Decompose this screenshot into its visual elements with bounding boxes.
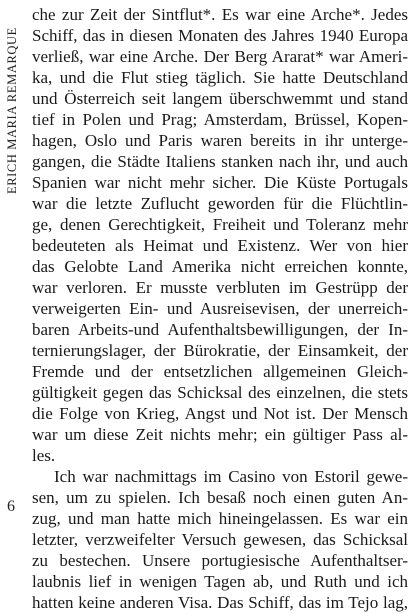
text-line: bedeuteten als Heimat und Existenz. Wer von hier (32, 236, 408, 255)
text-line: verließ, war eine Arche. Der Berg Ararat* war Ameri- (32, 47, 408, 66)
text-line: Ich war nachmittags im Casino von Estoril gewe- (54, 467, 408, 486)
text-line: letzter, verzweifelter Versuch gewesen, das Schicksal (32, 530, 408, 549)
text-line: les. (32, 446, 56, 465)
text-line: che zur Zeit der Sintflut*. Es war eine Arche*. Jedes (32, 5, 408, 24)
text-line: Schiff, das in diesen Monaten des Jahres 1940 Europa (32, 26, 408, 45)
text-line: hagen, Oslo und Paris waren bereits in ihr unterge- (32, 131, 408, 150)
text-line: zu bestechen. Unsere portugiesische Aufenthaltser- (32, 551, 408, 570)
text-line: ge, denen Gerechtigkeit, Freiheit und Toleranz mehr (32, 215, 408, 234)
text-line: und Österreich seit langem überschwemmt und stand (32, 89, 408, 108)
text-line: verweigerten Ein- und Ausreisevisen, der unerreich- (32, 299, 408, 318)
text-line: sen, um zu spielen. Ich besaß noch einen guten An- (32, 488, 408, 507)
text-line: Fremde und der entsetzlichen allgemeinen Gleich- (32, 362, 408, 381)
running-head-author: ERICH MARIA REMARQUE (5, 27, 19, 194)
text-line: gültigkeit gegen das Schicksal des einzelnen, die stets (32, 383, 408, 402)
text-line: tief in Polen und Prag; Amsterdam, Brüssel, Kopen- (32, 110, 408, 129)
text-line: Spanien war nicht mehr sicher. Die Küste Portugals (32, 173, 408, 192)
text-line: ternierungslager, der Bürokratie, der Einsamkeit, der (32, 341, 408, 360)
text-line: war verloren. Er musste verbluten im Gestrüpp der (32, 278, 408, 297)
text-line: zug, und man hatte mich hineingelassen. Es war ein (32, 509, 408, 528)
text-line: war um diese Zeit nichts mehr; ein gültiger Pass al- (32, 425, 408, 444)
body-text (32, 4, 408, 613)
text-line: die Folge von Krieg, Angst und Not ist. Der Mensch (32, 404, 408, 423)
text-line: gangen, die Städte Italiens stanken nach ihr, und auch (32, 152, 408, 171)
text-line: laubnis lief in wenigen Tagen ab, und Ruth und ich (32, 572, 408, 591)
text-line: ka, und die Flut stieg täglich. Sie hatte Deutschland (32, 68, 408, 87)
text-line: das Gelobte Land Amerika nicht erreichen konnte, (32, 257, 408, 276)
text-line: war die letzte Zuflucht geworden für die Flüchtlin- (32, 194, 408, 213)
text-line: baren Arbeits-und Aufenthaltsbewilligungen, der In- (32, 320, 408, 339)
page-number: 6 (7, 498, 15, 515)
text-line: hatten keine anderen Visa. Das Schiff, das im Tejo lag, (32, 593, 408, 612)
